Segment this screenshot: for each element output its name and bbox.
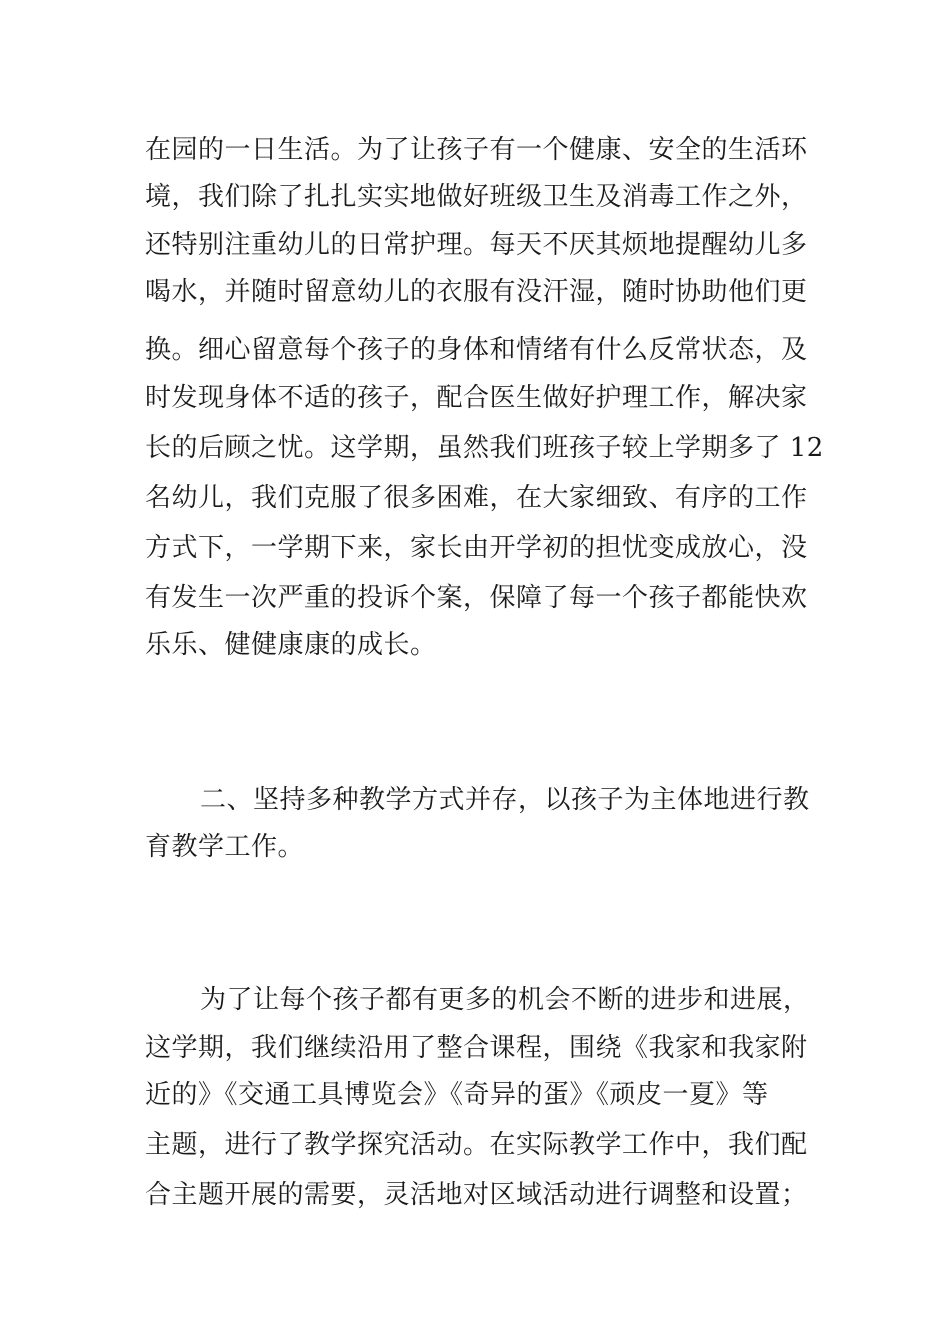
paragraph-line: 主题，进行了教学探究活动。在实际教学工作中，我们配 <box>145 1130 808 1160</box>
paragraph-line: 名幼儿，我们克服了很多困难，在大家细致、有序的工作 <box>145 483 808 513</box>
paragraph-line: 时发现身体不适的孩子，配合医生做好护理工作，解决家 <box>145 383 808 413</box>
paragraph-line: 方式下，一学期下来，家长由开学初的担忧变成放心，没 <box>145 533 808 563</box>
paragraph-line: 喝水，并随时留意幼儿的衣服有没汗湿，随时协助他们更 <box>145 277 808 307</box>
section-heading-line: 二、坚持多种教学方式并存，以孩子为主体地进行教 <box>200 785 810 815</box>
paragraph-line: 合主题开展的需要，灵活地对区域活动进行调整和设置； <box>145 1180 808 1210</box>
paragraph-line: 这学期，我们继续沿用了整合课程，围绕《我家和我家附 <box>145 1033 808 1063</box>
paragraph-line: 长的后顾之忧。这学期，虽然我们班孩子较上学期多了 12 <box>145 433 824 463</box>
paragraph-line: 还特别注重幼儿的日常护理。每天不厌其烦地提醒幼儿多 <box>145 230 808 260</box>
paragraph-line: 为了让每个孩子都有更多的机会不断的进步和进展， <box>200 985 810 1015</box>
paragraph-line: 换。细心留意每个孩子的身体和情绪有什么反常状态，及 <box>145 335 808 365</box>
paragraph-line: 有发生一次严重的投诉个案，保障了每一个孩子都能快欢 <box>145 583 808 613</box>
paragraph-line: 近的》《交通工具博览会》《奇异的蛋》《顽皮一夏》等 <box>145 1080 769 1110</box>
paragraph-line: 境，我们除了扎扎实实地做好班级卫生及消毒工作之外， <box>145 182 808 212</box>
paragraph-line: 在园的一日生活。为了让孩子有一个健康、安全的生活环 <box>145 135 808 165</box>
section-heading-line: 育教学工作。 <box>145 832 305 862</box>
paragraph-line: 乐乐、健健康康的成长。 <box>145 630 437 660</box>
